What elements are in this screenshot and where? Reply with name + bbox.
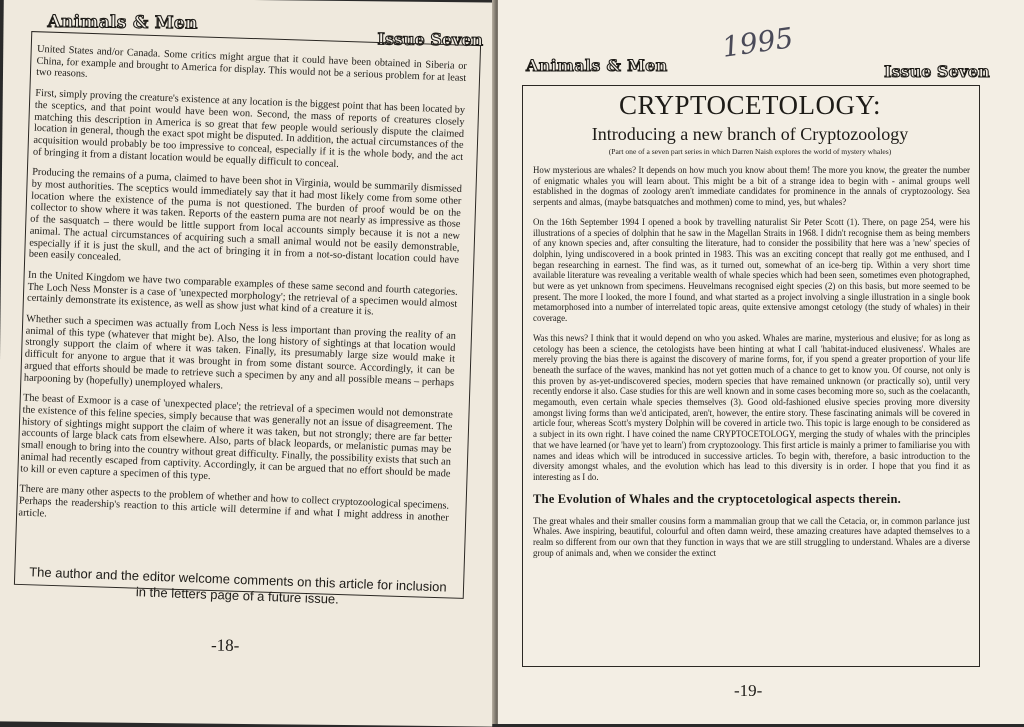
- handwritten-year: 1995: [720, 21, 796, 64]
- left-paragraph: First, simply proving the creature's existence at any location is the biggest point that has been located by the sceptics, and that point would have been won. Second, the mass of reports of creatures closely matching this description in America is so great that few people would seriously dispute the claimed location in general, though the exact spot might be disputed. In addition, the actual circumstances of the acquisition would probably be too impressive to conceal, especially if it is the whole body, and the act of bringing it from a distant location would be equally difficult to conceal.: [32, 87, 466, 170]
- series-note: (Part one of a seven part series in which Darren Naish explores the world of mystery whales): [608, 147, 892, 156]
- left-page-number: -18-: [210, 635, 240, 655]
- left-paragraph: Whether such a specimen was actually from Loch Ness is less important than proving the reality of an animal of this type (whatever that might be). Also, the long history of sightings at that location would strongly support the claim of where it was taken. Finally, its presumably large size would make it difficult for anyone to argue that it was brought in from some distant source. Accordingly, it can be argued that efforts should be made to retrieve such a specimen by any and all possible means – perhaps harpooning by (hopefully) unemployed whalers.: [23, 313, 457, 392]
- right-article-body: [533, 165, 970, 568]
- left-page: [0, 0, 500, 727]
- article-title: CRYPTOCETOLOGY:: [618, 90, 882, 120]
- left-paragraph: The beast of Exmoor is a case of 'unexpected place'; the retrieval of a specimen would not demonstrate the existence of this feline species, simply because that was generally not an issue of disagreement. The history of sightings might support the claim of where it was taken, but not strongly; there are far better accounts of large black cats from elsewhere. Also, parts of black leopards, or melanistic pumas may be small enough to bring into the country without great difficulty. Finally, the possibility exists that such an animal had recently escaped from captivity. Accordingly, it can be argued that no effort should be made to kill or even capture a specimen of this type.: [20, 392, 453, 482]
- section-heading: The Evolution of Whales and the cryptocetological aspects therein.: [533, 491, 901, 506]
- left-paragraph: In the United Kingdom we have two comparable examples of these same second and fourth categories. The Loch Ness Monster is a case of 'unexpected morphology'; the retrieval of a specimen would almost certainly demonstrate its existence, as well as show just what kind of a creature it is.: [26, 269, 458, 318]
- editor-note: The author and the editor welcome comments on this article for inclusion in the letters page of a future issue.: [28, 564, 447, 607]
- left-paragraph: There are many other aspects to the problem of whether and how to collect cryptozoological specimens. Perhaps the readership's reaction to this article will determine if and what I might address in another article.: [18, 483, 450, 524]
- right-header-issue: Issue Seven: [884, 62, 990, 81]
- right-paragraph: Was this news? I think that it would depend on who you asked. Whales are marine, mysterious and elusive; for as long as cetology has been a science, the cetologists have been hinting at what I call 'habitat-induced elusiveness'. Whales are merely proving the bias there is against the discovery of marine forms, for, if you spend a greater proportion of your life beneath the surface of the waves, mankind has not yet gotten much of a chance to get to know you. Of course, not only is this proven by as-yet-undiscovered species, modern species that have remained unknown (or practically so), until very recently endorse it also. Case studies for this are well known and in some cases becoming more so, such as the coelacanth, megamouth, even certain whale species themselves (3). Good old-fashioned elusive species proving more diversity amongst living forms than we'd anticipated, aren't, however, the entire story. These fascinating animals will be covered in article four, whereas Scott's mystery Dolphin will be covered in article two. This topic is large enough to be considered as a subject in its own right. I have coined the name CRYPTOCETOLOGY, merging the study of whales with the principles that we have learned (or 'have yet to learn') from cryptozoology. This first article is mainly a primer to familiarise you with names and ideas which will be introduced in successive articles. To begin with, therefore, a basic introduction to the diversity amongst whales, and the evolution which has lead to this diversity is in order. I hope that you find it as interesting as I do.: [533, 332, 970, 482]
- right-paragraph: How mysterious are whales? It depends on how much you know about them! The more you know, the greater the number of enigmatic whales you will learn about. This might be a bit of a strange idea to begin with - animal groups well established in the dogmas of zoology aren't immediate candidates for prominence in the annals of cryptozoology. Sea serpents and almas, (maybe batsquatches and mothmen) come to mind, yes, but whales?: [533, 165, 970, 208]
- right-paragraph: On the 16th September 1994 I opened a book by travelling naturalist Sir Peter Scott (1). There, on page 254, were his illustrations of a species of dolphin that he saw in the Magellan Straits in 1968. I didn't recognise them as being members of any known species and, after consulting the literature, had to consider the possibility that here was a 'new' species of dolphin, lying undiscovered in a book printed in 1983. This was an exciting concept that really got me enthused, and I began researching in earnest. The find was, as it turned out, somewhat of an ice-berg tip. Within a very short time available literature was revealing a veritable wealth of whale species which had been seen, sometimes even photographed, but were as yet unknown from specimens. Heuvelmans recognised eight species (2) on this basis, but more seemed to be present. The more I looked, the more I found, and what started as a project involving a single illustration in a single book metamorphosed into a number of interrelated topic areas, quite extensive amongst cetology (the study of whales) in their coverage.: [533, 216, 970, 324]
- right-paragraph: The great whales and their smaller cousins form a mammalian group that we call the Cetacia, or, in common parlance just Whales. Awe inspiring, beautiful, colourful and often damn weird, these amazing creatures have adapted themselves to a realm so different from our own that they function in ways that we are still struggling to understand. Whales are a diverse group of animals and, when we consider the extinct: [533, 515, 970, 558]
- left-article-body: [18, 44, 467, 545]
- left-header-title: Animals & Men: [47, 11, 198, 34]
- article-subtitle: Introducing a new branch of Cryptozoology: [591, 124, 909, 144]
- left-header-issue: Issue Seven: [377, 29, 484, 50]
- right-header-title: Animals & Men: [526, 56, 668, 75]
- left-paragraph: United States and/or Canada. Some critics might argue that it could have been obtained in Siberia or China, for example and brought to America for display. This would not be a serious problem for at least two reasons.: [35, 43, 467, 84]
- right-page-number: -19-: [734, 681, 763, 700]
- left-paragraph: Producing the remains of a puma, claimed to have been shot in Virginia, would be summarily dismissed by most authorities. The sceptics would immediately say that it had most likely come from some other location where the existence of the puma is not questioned. The burden of proof would be on the collector to show where it was taken. Reports of the eastern puma are not nearly as impressive as those of the sasquatch – there would be little support from local accounts simply because it is not a new animal. The actual circumstances of acquiring such a small animal would not be easily demonstrable, especially if it is just the skull, and the act of bringing it in from a not-so-distant location could have been easily concealed.: [28, 167, 463, 266]
